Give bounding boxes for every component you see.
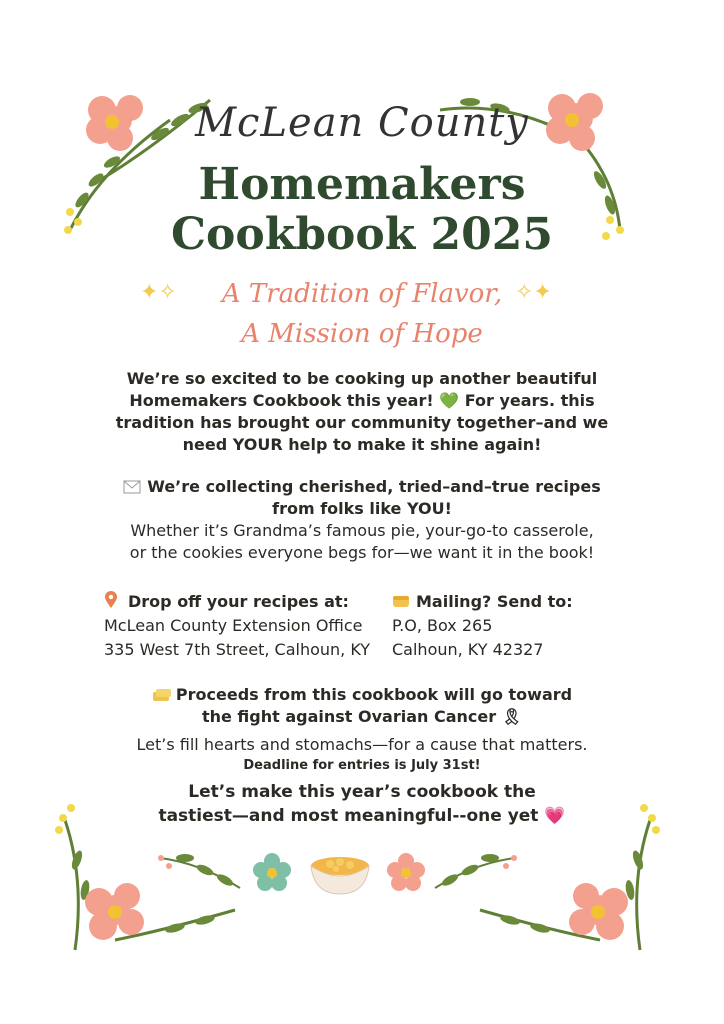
flower-icon: [252, 852, 292, 892]
money-icon: [152, 686, 170, 702]
dropoff-section: [104, 590, 370, 662]
collecting-line: or the cookies everyone begs for—we want it in the book!: [129, 543, 595, 562]
proceeds-line: Proceeds from this cookbook will go toward: [175, 685, 573, 704]
leaf-sprig-right: [430, 848, 520, 898]
proceeds-cause: Let’s fill hearts and stomachs—for a cause that matters.: [136, 735, 588, 754]
sparkle-icon: ✧✦: [515, 280, 552, 305]
collecting-line: Whether it’s Grandma’s famous pie, your-go-to casserole,: [130, 521, 594, 540]
flower-icon: [386, 852, 426, 892]
closing-line: tastiest—and most meaningful--one yet 💗: [158, 806, 566, 826]
mailing-section: [392, 590, 573, 662]
dropoff-line: McLean County Extension Office: [104, 616, 363, 635]
mailing-line: P.O, Box 265: [392, 616, 493, 635]
dropoff-line: 335 West 7th Street, Calhoun, KY: [104, 640, 371, 659]
collecting-paragraph: [0, 520, 724, 564]
collecting-heading: [0, 476, 724, 520]
script-title: McLean County: [195, 100, 529, 146]
tagline-line-2: A Mission of Hope: [241, 319, 483, 349]
envelope-icon: [123, 478, 141, 494]
proceeds-heading: [0, 684, 724, 728]
intro-line: tradition has brought our community together–and we: [115, 413, 609, 432]
soup-bowl-icon: [308, 852, 372, 898]
title-line-2: Cookbook 2025: [171, 209, 553, 260]
intro-line: Homemakers Cookbook this year! 💚 For years. this: [129, 391, 595, 410]
mailing-line: Calhoun, KY 42327: [392, 640, 544, 659]
collecting-line: from folks like YOU!: [272, 499, 452, 518]
leaf-sprig-left: [155, 848, 245, 898]
dropoff-heading: Drop off your recipes at:: [128, 592, 349, 611]
proceeds-line: the fight against Ovarian Cancer 🎗: [201, 707, 523, 726]
intro-line: We’re so excited to be cooking up another beautiful: [126, 369, 598, 388]
title-line-1: Homemakers: [198, 159, 526, 210]
deadline-text: Deadline for entries is July 31st!: [243, 758, 481, 773]
mailing-heading: Mailing? Send to:: [416, 592, 573, 611]
closing-line: Let’s make this year’s cookbook the: [188, 782, 536, 802]
mailbox-icon: [392, 592, 410, 608]
intro-paragraph: [0, 368, 724, 456]
collecting-line: We’re collecting cherished, tried–and–true recipes: [147, 477, 601, 496]
location-pin-icon: [104, 591, 122, 607]
tagline-line-1: A Tradition of Flavor,: [221, 279, 503, 309]
intro-line: need YOUR help to make it shine again!: [182, 435, 542, 454]
sparkle-icon: ✦✧: [140, 280, 177, 305]
